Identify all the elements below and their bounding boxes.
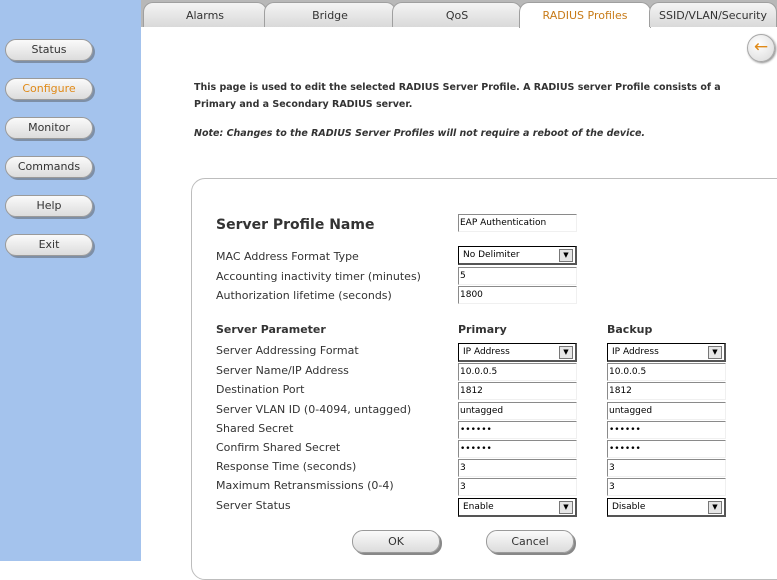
auth-lifetime-input[interactable] bbox=[458, 286, 577, 304]
server-vlan-id-0-4094-untagged-backup-input[interactable] bbox=[607, 402, 726, 420]
tab-qos[interactable]: QoS bbox=[392, 2, 522, 27]
response-time-seconds-primary-input[interactable] bbox=[458, 459, 577, 477]
server-addressing-format-primary-value: IP Address bbox=[463, 347, 510, 357]
accounting-timer-input[interactable] bbox=[458, 267, 577, 285]
mac-format-value: No Delimiter bbox=[463, 250, 520, 260]
backup-column-header: Backup bbox=[607, 323, 653, 336]
confirm-shared-secret-backup-input[interactable] bbox=[607, 440, 726, 458]
response-time-seconds-backup-input[interactable] bbox=[607, 459, 726, 477]
maximum-retransmissions-0-4-label: Maximum Retransmissions (0-4) bbox=[216, 479, 394, 492]
auth-lifetime-label: Authorization lifetime (seconds) bbox=[216, 289, 392, 302]
chevron-down-icon[interactable]: ▼ bbox=[708, 501, 722, 514]
accounting-timer-label: Accounting inactivity timer (minutes) bbox=[216, 270, 421, 283]
profile-name-input[interactable] bbox=[458, 214, 577, 232]
sidebar-item-monitor[interactable]: Monitor bbox=[5, 117, 93, 139]
sidebar-item-status[interactable]: Status bbox=[5, 39, 93, 61]
tab-radius-profiles[interactable]: RADIUS Profiles bbox=[519, 2, 651, 28]
profile-name-label: Server Profile Name bbox=[216, 217, 375, 233]
server-vlan-id-0-4094-untagged-primary-input[interactable] bbox=[458, 402, 577, 420]
maximum-retransmissions-0-4-primary-input[interactable] bbox=[458, 478, 577, 496]
shared-secret-label: Shared Secret bbox=[216, 422, 294, 435]
cancel-button[interactable]: Cancel bbox=[486, 530, 574, 553]
destination-port-label: Destination Port bbox=[216, 383, 305, 396]
reboot-note: Note: Changes to the RADIUS Server Profiles will not require a reboot of the device. bbox=[194, 128, 646, 139]
server-vlan-id-0-4094-untagged-label: Server VLAN ID (0-4094, untagged) bbox=[216, 403, 412, 416]
destination-port-backup-input[interactable] bbox=[607, 382, 726, 400]
shared-secret-backup-input[interactable] bbox=[607, 421, 726, 439]
maximum-retransmissions-0-4-backup-input[interactable] bbox=[607, 478, 726, 496]
server-parameter-header: Server Parameter bbox=[216, 323, 326, 336]
server-name-ip-address-primary-input[interactable] bbox=[458, 363, 577, 381]
server-addressing-format-backup-select[interactable] bbox=[607, 343, 726, 362]
page-description: This page is used to edit the selected RADIUS Server Profile. A RADIUS server Profile consists of a Primary and a Secondary RADIUS server. bbox=[194, 82, 721, 110]
mac-format-label: MAC Address Format Type bbox=[216, 250, 359, 263]
chevron-down-icon[interactable]: ▼ bbox=[708, 346, 722, 359]
tab-alarms[interactable]: Alarms bbox=[143, 2, 267, 27]
server-status-primary-select[interactable] bbox=[458, 498, 577, 517]
server-status-label: Server Status bbox=[216, 499, 291, 512]
server-addressing-format-label: Server Addressing Format bbox=[216, 344, 359, 357]
chevron-down-icon[interactable]: ▼ bbox=[559, 346, 573, 359]
server-addressing-format-primary-select[interactable] bbox=[458, 343, 577, 362]
sidebar bbox=[0, 0, 141, 561]
confirm-shared-secret-primary-input[interactable] bbox=[458, 440, 577, 458]
chevron-down-icon[interactable]: ▼ bbox=[559, 501, 573, 514]
ok-button[interactable]: OK bbox=[352, 530, 440, 553]
back-arrow-icon[interactable]: ← bbox=[747, 34, 775, 62]
sidebar-item-help[interactable]: Help bbox=[5, 195, 93, 217]
tab-ssid-vlan-security[interactable]: SSID/VLAN/Security bbox=[649, 2, 777, 27]
mac-format-select[interactable] bbox=[458, 246, 577, 265]
primary-column-header: Primary bbox=[458, 323, 507, 336]
server-addressing-format-backup-value: IP Address bbox=[612, 347, 659, 357]
chevron-down-icon[interactable]: ▼ bbox=[559, 249, 573, 262]
confirm-shared-secret-label: Confirm Shared Secret bbox=[216, 441, 341, 454]
server-name-ip-address-label: Server Name/IP Address bbox=[216, 364, 349, 377]
tab-bridge[interactable]: Bridge bbox=[264, 2, 396, 27]
server-name-ip-address-backup-input[interactable] bbox=[607, 363, 726, 381]
server-status-backup-value: Disable bbox=[612, 502, 646, 512]
response-time-seconds-label: Response Time (seconds) bbox=[216, 460, 357, 473]
sidebar-item-configure[interactable]: Configure bbox=[5, 78, 93, 100]
sidebar-item-exit[interactable]: Exit bbox=[5, 234, 93, 256]
destination-port-primary-input[interactable] bbox=[458, 382, 577, 400]
server-status-backup-select[interactable] bbox=[607, 498, 726, 517]
shared-secret-primary-input[interactable] bbox=[458, 421, 577, 439]
server-status-primary-value: Enable bbox=[463, 502, 494, 512]
sidebar-item-commands[interactable]: Commands bbox=[5, 156, 93, 178]
